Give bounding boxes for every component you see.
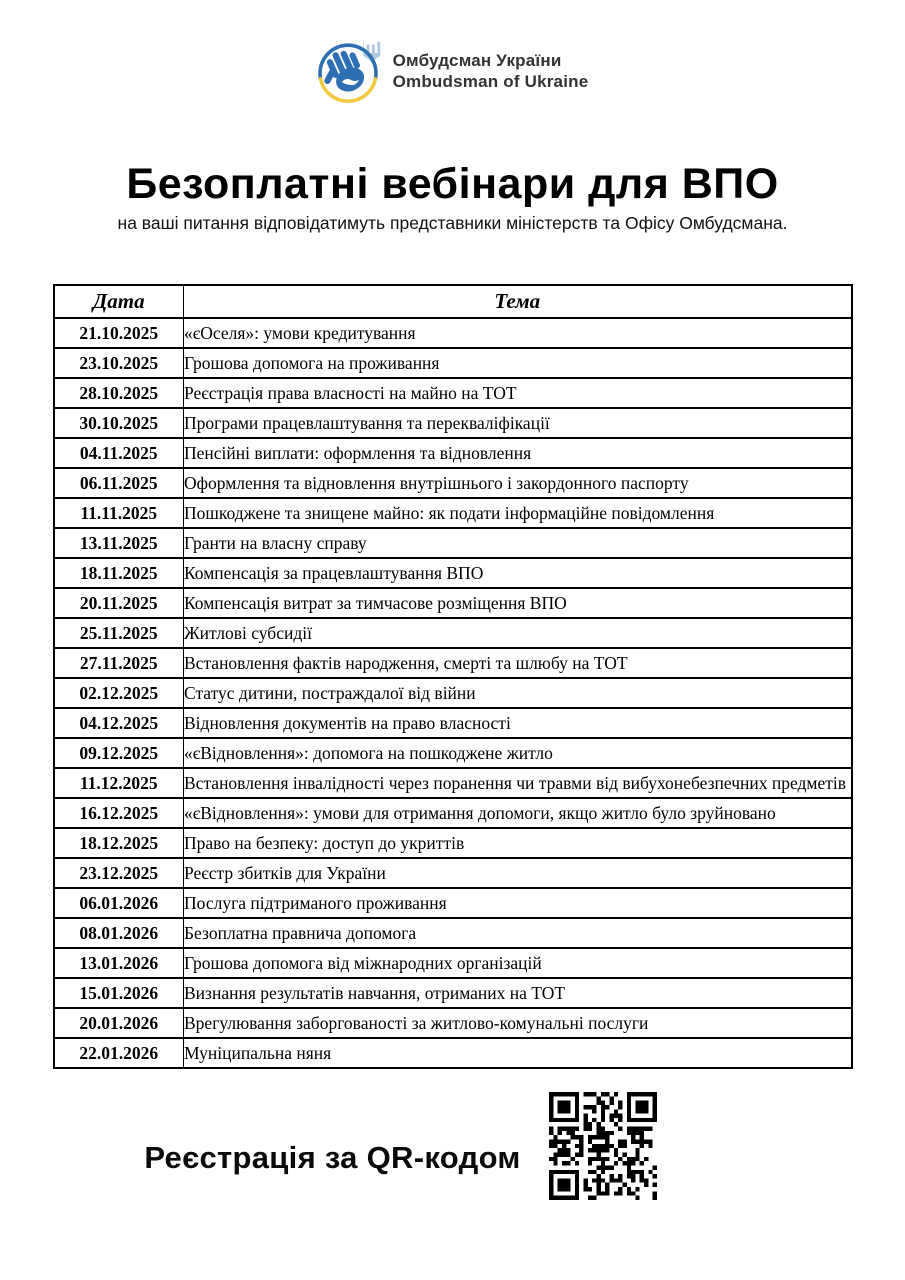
table-row <box>54 558 852 588</box>
table-row <box>54 678 852 708</box>
date-cell: 16.12.2025 <box>54 798 184 828</box>
date-cell: 30.10.2025 <box>54 408 184 438</box>
column-header-date: Дата <box>54 285 184 318</box>
table-row <box>54 978 852 1008</box>
table-row <box>54 378 852 408</box>
webinar-schedule-table <box>53 284 853 1069</box>
page-title: Безоплатні вебінари для ВПО <box>126 160 779 208</box>
table-row <box>54 1038 852 1068</box>
column-header-topic: Тема <box>184 285 852 318</box>
date-cell: 27.11.2025 <box>54 648 184 678</box>
topic-cell: Визнання результатів навчання, отриманих на ТОТ <box>184 978 852 1008</box>
table-row <box>54 858 852 888</box>
date-cell: 28.10.2025 <box>54 378 184 408</box>
ombudsman-hand-dove-logo-icon <box>317 38 383 104</box>
date-cell: 15.01.2026 <box>54 978 184 1008</box>
topic-cell: Житлові субсидії <box>184 618 852 648</box>
topic-cell: Статус дитини, постраждалої від війни <box>184 678 852 708</box>
qr-code <box>549 1092 657 1200</box>
date-cell: 09.12.2025 <box>54 738 184 768</box>
date-cell: 04.12.2025 <box>54 708 184 738</box>
table-row <box>54 588 852 618</box>
table-row <box>54 798 852 828</box>
topic-cell: Грошова допомога від міжнародних організацій <box>184 948 852 978</box>
topic-cell: Пенсійні виплати: оформлення та відновлення <box>184 438 852 468</box>
table-row <box>54 828 852 858</box>
date-cell: 06.01.2026 <box>54 888 184 918</box>
topic-cell: Оформлення та відновлення внутрішнього і закордонного паспорту <box>184 468 852 498</box>
table-row <box>54 618 852 648</box>
page-subtitle: на ваші питання відповідатимуть представники міністерств та Офісу Омбудсмана. <box>117 213 788 234</box>
table-row <box>54 348 852 378</box>
topic-cell: Встановлення інвалідності через поранення чи травми від вибухонебезпечних предметів <box>184 768 852 798</box>
table-row <box>54 498 852 528</box>
topic-cell: Програми працевлаштування та перекваліфікації <box>184 408 852 438</box>
topic-cell: Реєстрація права власності на майно на ТОТ <box>184 378 852 408</box>
date-cell: 11.11.2025 <box>54 498 184 528</box>
date-cell: 20.11.2025 <box>54 588 184 618</box>
table-row <box>54 768 852 798</box>
topic-cell: Врегулювання заборгованості за житлово-комунальні послуги <box>184 1008 852 1038</box>
date-cell: 23.10.2025 <box>54 348 184 378</box>
registration-label: Реєстрація за QR-кодом <box>144 1140 521 1176</box>
table-row <box>54 738 852 768</box>
topic-cell: Компенсація за працевлаштування ВПО <box>184 558 852 588</box>
table-row <box>54 318 852 348</box>
table-row <box>54 528 852 558</box>
table-header-row <box>54 285 852 318</box>
date-cell: 06.11.2025 <box>54 468 184 498</box>
date-cell: 18.11.2025 <box>54 558 184 588</box>
table-row <box>54 648 852 678</box>
date-cell: 02.12.2025 <box>54 678 184 708</box>
topic-cell: Безоплатна правнича допомога <box>184 918 852 948</box>
topic-cell: Послуга підтриманого проживання <box>184 888 852 918</box>
topic-cell: Реєстр збитків для України <box>184 858 852 888</box>
logo-line-uk: Омбудсман України <box>392 51 562 70</box>
ombudsman-logo <box>0 0 905 104</box>
date-cell: 18.12.2025 <box>54 828 184 858</box>
topic-cell: «єОселя»: умови кредитування <box>184 318 852 348</box>
topic-cell: «єВідновлення»: умови для отримання допомоги, якщо житло було зруйновано <box>184 798 852 828</box>
table-row <box>54 708 852 738</box>
table-row <box>54 408 852 438</box>
topic-cell: «єВідновлення»: допомога на пошкоджене житло <box>184 738 852 768</box>
table-row <box>54 1008 852 1038</box>
topic-cell: Встановлення фактів народження, смерті та шлюбу на ТОТ <box>184 648 852 678</box>
date-cell: 13.01.2026 <box>54 948 184 978</box>
date-cell: 22.01.2026 <box>54 1038 184 1068</box>
date-cell: 08.01.2026 <box>54 918 184 948</box>
date-cell: 25.11.2025 <box>54 618 184 648</box>
registration-footer <box>0 1092 853 1200</box>
table-row <box>54 888 852 918</box>
topic-cell: Муніципальна няня <box>184 1038 852 1068</box>
table-row <box>54 438 852 468</box>
date-cell: 21.10.2025 <box>54 318 184 348</box>
logo-text <box>393 50 589 92</box>
date-cell: 11.12.2025 <box>54 768 184 798</box>
table-row <box>54 948 852 978</box>
topic-cell: Пошкоджене та знищене майно: як подати інформаційне повідомлення <box>184 498 852 528</box>
topic-cell: Гранти на власну справу <box>184 528 852 558</box>
logo-line-en: Ombudsman of Ukraine <box>392 72 589 91</box>
date-cell: 23.12.2025 <box>54 858 184 888</box>
topic-cell: Грошова допомога на проживання <box>184 348 852 378</box>
topic-cell: Компенсація витрат за тимчасове розміщення ВПО <box>184 588 852 618</box>
date-cell: 20.01.2026 <box>54 1008 184 1038</box>
topic-cell: Право на безпеку: доступ до укриттів <box>184 828 852 858</box>
date-cell: 04.11.2025 <box>54 438 184 468</box>
topic-cell: Відновлення документів на право власності <box>184 708 852 738</box>
table-row <box>54 918 852 948</box>
date-cell: 13.11.2025 <box>54 528 184 558</box>
table-row <box>54 468 852 498</box>
